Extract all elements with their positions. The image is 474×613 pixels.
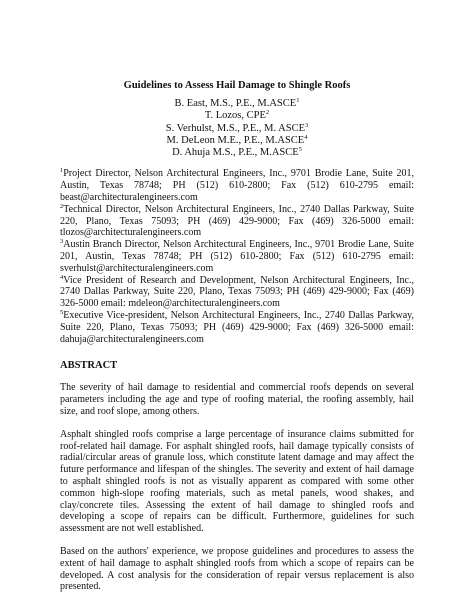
affiliation-4 — [60, 275, 414, 310]
affiliation-mark: 1 — [60, 167, 64, 175]
abstract-paragraph-2: Asphalt shingled roofs comprise a large percentage of insurance claims submitted for roof-related hail damage. For asphalt shingled roofs, hail damage typically consists of radial/circular areas of granule loss, which constitute latent damage and may affect the future performance and lifespan of the shingles. The severity and extent of hail damage to asphalt shingled roofs is not as visually apparent as compared with some other common high-slope roofing materials, such as metal panels, wood shakes, and clay/concrete tiles. Assessing the extent of hail damage to shingled roofs and developing a scope of repairs can be difficult. Furthermore, guidelines for such assessment are not well established. — [60, 428, 414, 535]
affiliation-2 — [60, 204, 414, 239]
affiliation-text: Austin Branch Director, Nelson Architectural Engineers, Inc., 9701 Brodie Lane, Suite 201, Austin, Texas 78748; PH (512) 610-2800; Fax (512) 610-2795 email: sverhulst@architecturalengineers.com — [60, 239, 414, 274]
abstract-paragraph-3: Based on the authors' experience, we propose guidelines and procedures to assess the extent of hail damage to asphalt shingled roofs from which a scope of repairs can be developed. A cost analysis for the consideration of repair versus replacement is also presented. — [60, 546, 414, 593]
author-mark: 4 — [304, 133, 308, 141]
affiliation-1 — [60, 168, 414, 203]
author-4 — [60, 135, 414, 147]
author-1 — [60, 98, 414, 110]
affiliation-list — [60, 168, 414, 345]
author-3 — [60, 123, 414, 135]
author-name: B. East, M.S., P.E., M.ASCE — [174, 98, 297, 109]
author-mark: 1 — [296, 97, 300, 104]
author-mark: 5 — [298, 146, 302, 154]
affiliation-mark: 2 — [60, 202, 64, 210]
author-mark: 2 — [265, 109, 270, 117]
author-mark: 3 — [305, 121, 309, 129]
affiliation-mark: 5 — [60, 309, 64, 317]
affiliation-text: Technical Director, Nelson Architectural Engineers, Inc., 2740 Dallas Parkway, Suite 220, Plano, Texas 75093; PH (469) 429-9000; Fax (469) 326-5000 email: tlozos@architecturalengineers.com — [60, 203, 414, 239]
abstract-heading: ABSTRACT — [60, 360, 118, 372]
abstract-paragraph-1: The severity of hail damage to residential and commercial roofs depends on several parameters including the age and type of roofing material, the roofing assembly, hail size, and roof slope, among others. — [60, 382, 414, 418]
affiliation-text: Project Director, Nelson Architectural Engineers, Inc., 9701 Brodie Lane, Suite 201, Austin, Texas 78748; PH (512) 610-2800; Fax (512) 610-2795 email: beast@architecturalengineers.com — [60, 168, 414, 204]
affiliation-5 — [60, 310, 414, 345]
affiliation-text: Executive Vice-president, Nelson Architectural Engineers, Inc., 2740 Dallas Parkway, Suite 220, Plano, Texas 75093; PH (469) 429-9000; Fax (469) 326-5000 email: dahuja@architecturalengineers.com — [60, 310, 414, 345]
author-list — [60, 98, 414, 159]
affiliation-text: Vice President of Research and Development, Nelson Architectural Engineers, Inc., 2740 Dallas Parkway, Suite 220, Plano, Texas 75093; PH (469) 429-9000; Fax (469) 326-5000 email: mdeleon@architecturalengineers.com — [60, 274, 414, 310]
author-name: M. DeLeon M.E., P.E., M.ASCE — [166, 134, 305, 146]
author-2 — [60, 110, 414, 122]
author-name: T. Lozos, CPE — [204, 110, 266, 122]
affiliation-mark: 4 — [60, 273, 64, 281]
affiliation-mark: 3 — [60, 238, 64, 246]
author-5 — [60, 147, 414, 159]
author-name: S. Verhulst, M.S., P.E., M. ASCE — [165, 122, 305, 134]
author-name: D. Ahuja M.S., P.E., M.ASCE — [172, 147, 299, 159]
paper-title: Guidelines to Assess Hail Damage to Shingle Roofs — [123, 80, 351, 91]
affiliation-3 — [60, 239, 414, 274]
